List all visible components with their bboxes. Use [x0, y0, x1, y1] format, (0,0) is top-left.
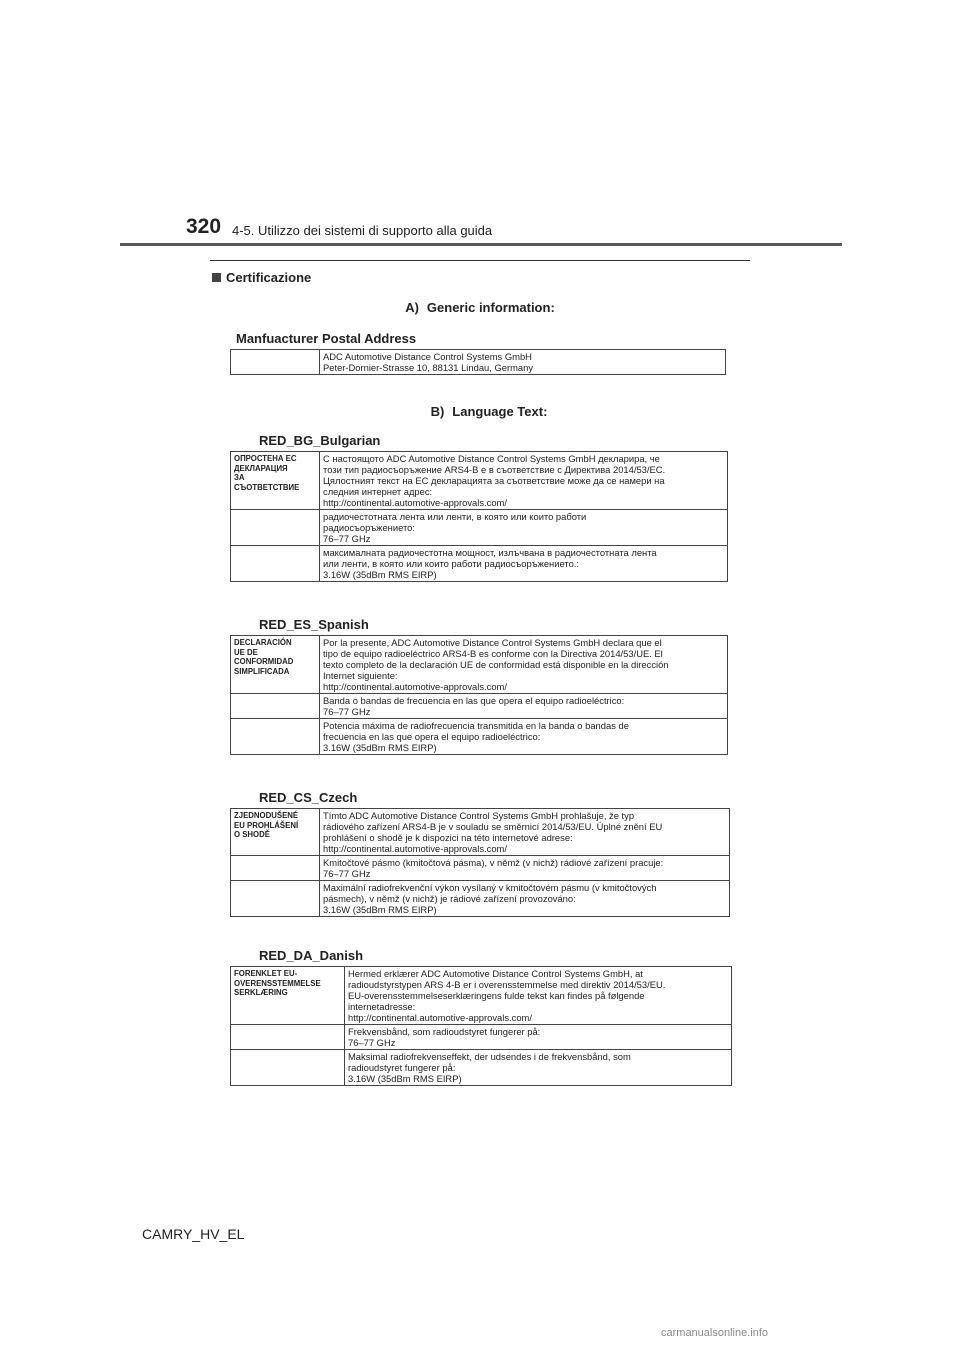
table-row — [231, 719, 728, 755]
cell-line: Banda o bandas de frecuencia en las que opera el equipo radioeléctrico: — [323, 695, 625, 706]
cell-line: http://continental.automotive-approvals.com/ — [323, 843, 507, 854]
label-line: O SHODĚ — [234, 830, 270, 839]
label-line: FORENKLET EU- — [234, 969, 298, 978]
table-cell — [320, 546, 728, 582]
language-text-heading — [0, 404, 960, 419]
watermark-text: carmanualsonline.info — [661, 1327, 769, 1339]
manufacturer-table — [230, 349, 726, 375]
label-line: DECLARACIÓN — [234, 638, 292, 647]
declaration-table-czech — [230, 808, 730, 917]
table-label-cell — [231, 967, 345, 1025]
table-label-cell — [231, 350, 320, 375]
cell-line: http://continental.automotive-approvals.com/ — [348, 1012, 532, 1023]
table-label-cell — [231, 636, 320, 694]
table-cell — [320, 719, 728, 755]
label-line: ДЕКЛАРАЦИЯ — [234, 463, 288, 473]
cell-line: prohlášení o shodě je k dispozici na této internetové adrese: — [323, 832, 573, 843]
cell-line: radioudstyrstypen ARS 4-B er i overensstemmelse med direktiv 2014/53/EU. — [348, 979, 666, 990]
cell-line: Maksimal radiofrekvenseffekt, der udsendes i de frekvensbånd, som — [348, 1051, 631, 1062]
table-cell — [320, 452, 728, 510]
label-line: OVERENSSTEMMELSE — [234, 978, 321, 988]
declaration-table-danish — [230, 966, 732, 1086]
page-number: 320 — [186, 215, 222, 238]
table-label-cell — [231, 1050, 345, 1086]
header-rule — [120, 243, 842, 246]
label-line: EU PROHLÁŠENÍ — [234, 820, 299, 830]
table-row — [231, 1050, 732, 1086]
cell-line: 76–77 GHz — [323, 868, 371, 879]
table-label-cell — [231, 1025, 345, 1050]
cell-line: 3.16W (35dBm RMS EIRP) — [323, 569, 437, 580]
cell-line: радиочестотната лента или ленти, в която или които работи — [323, 511, 587, 522]
table-label-cell — [231, 510, 320, 546]
label-line: ЗА — [234, 473, 245, 482]
cell-line: 76–77 GHz — [348, 1037, 396, 1048]
table-row — [231, 856, 730, 881]
declaration-table-bulgarian — [230, 451, 728, 582]
square-bullet-icon — [212, 273, 221, 282]
chapter-title: 4-5. Utilizzo dei sistemi di supporto alla guida — [232, 223, 493, 238]
manufacturer-heading: Manfuacturer Postal Address — [236, 331, 417, 346]
label-line: SIMPLIFICADA — [234, 666, 290, 676]
label-line: ZJEDNODUŠENÉ — [234, 811, 299, 820]
table-cell — [320, 809, 730, 856]
label-line: CONFORMIDAD — [234, 657, 294, 666]
label-line: SERKLÆRING — [234, 988, 288, 997]
table-row — [231, 510, 728, 546]
label-line: ОПРОСТЕНА ЕС — [234, 454, 297, 463]
table-cell — [320, 881, 730, 917]
cell-line: radioudstyret fungerer på: — [348, 1062, 456, 1073]
table-row — [231, 350, 726, 375]
cell-line: http://continental.automotive-approvals.com/ — [323, 497, 507, 508]
table-label-cell — [231, 719, 320, 755]
table-label-cell — [231, 694, 320, 719]
language-text-letter: B) — [430, 404, 445, 419]
section-heading — [212, 270, 311, 285]
section-heading-text: Certificazione — [226, 270, 312, 285]
table-cell — [320, 636, 728, 694]
generic-info-title: Generic information: — [426, 300, 555, 315]
cell-line: Tímto ADC Automotive Distance Control Systems GmbH prohlašuje, že typ — [323, 810, 635, 821]
table-cell — [320, 856, 730, 881]
cell-line: Kmitočtové pásmo (kmitočtová pásma), v němž (v nichž) rádiové zařízení pracuje: — [323, 857, 664, 868]
cell-line: Por la presente, ADC Automotive Distance Control Systems GmbH declara que el — [323, 637, 662, 648]
table-row — [231, 694, 728, 719]
table-label-cell — [231, 856, 320, 881]
table-label-cell — [231, 546, 320, 582]
table-cell — [320, 510, 728, 546]
declaration-table-spanish — [230, 635, 728, 755]
cell-line: EU-overensstemmelseserklæringens fulde tekst kan findes på følgende — [348, 990, 645, 1001]
cell-line: frecuencia en las que opera el equipo radioeléctrico: — [323, 731, 541, 742]
address-line: ADC Automotive Distance Control Systems GmbH — [323, 351, 532, 362]
cell-line: 3.16W (35dBm RMS EIRP) — [323, 904, 437, 915]
cell-line: 3.16W (35dBm RMS EIRP) — [323, 742, 437, 753]
table-label-cell — [231, 809, 320, 856]
cell-line: Internet siguiente: — [323, 670, 398, 681]
cell-line: 3.16W (35dBm RMS EIRP) — [348, 1073, 462, 1084]
table-cell — [320, 350, 726, 375]
cell-line: максималната радиочестотна мощност, излъчвана в радиочестотната лента — [323, 547, 657, 558]
address-line: Peter-Dornier-Strasse 10, 88131 Lindau, Germany — [323, 362, 534, 373]
generic-info-heading — [0, 300, 960, 315]
table-row — [231, 636, 728, 694]
table-row — [231, 546, 728, 582]
label-line: СЪОТВЕТСТВИЕ — [234, 482, 300, 492]
label-line: UE DE — [234, 647, 258, 657]
table-cell — [320, 694, 728, 719]
cell-line: 76–77 GHz — [323, 706, 371, 717]
table-cell — [345, 967, 732, 1025]
cell-line: следния интернет адрес: — [323, 486, 433, 497]
cell-line: texto completo de la declaración UE de conformidad está disponible en la dirección — [323, 659, 669, 670]
table-row — [231, 809, 730, 856]
table-row — [231, 881, 730, 917]
cell-line: Potencia máxima de radiofrecuencia transmitida en la banda o bandas de — [323, 720, 629, 731]
table-heading-bulgarian: RED_BG_Bulgarian — [259, 433, 381, 448]
cell-line: tipo de equipo radioeléctrico ARS4-B es conforme con la Directiva 2014/53/UE. El — [323, 648, 663, 659]
cell-line: радиосъоръжението: — [323, 522, 415, 533]
cell-line: или ленти, в която или които работи радиосъоръжението.: — [323, 558, 579, 569]
cell-line: този тип радиосъоръжение ARS4-B е в съответствие с Директива 2014/53/ЕС. — [323, 464, 666, 475]
table-row — [231, 452, 728, 510]
cell-line: http://continental.automotive-approvals.com/ — [323, 681, 507, 692]
cell-line: Maximální radiofrekvenční výkon vysílaný v kmitočtovém pásmu (v kmitočtových — [323, 882, 657, 893]
cell-line: pásmech), v němž (v nichž) je rádiové zařízení provozováno: — [323, 893, 576, 904]
cell-line: С настоящото ADC Automotive Distance Control Systems GmbH декларира, че — [323, 453, 660, 464]
table-label-cell — [231, 452, 320, 510]
section-rule — [210, 260, 750, 261]
cell-line: Hermed erklærer ADC Automotive Distance Control Systems GmbH, at — [348, 968, 643, 979]
cell-line: Цялостният текст на ЕС декларацията за съответствие може да се намери на — [323, 475, 665, 486]
footer-model-code: CAMRY_HV_EL — [142, 1226, 245, 1242]
table-heading-spanish: RED_ES_Spanish — [259, 617, 369, 632]
cell-line: internetadresse: — [348, 1001, 416, 1012]
table-heading-czech: RED_CS_Czech — [259, 790, 358, 805]
cell-line: rádiového zařízení ARS4-B je v souladu se směrnicí 2014/53/EU. Úplné znění EU — [323, 821, 663, 832]
table-cell — [345, 1025, 732, 1050]
table-heading-danish: RED_DA_Danish — [259, 948, 364, 963]
cell-line: 76–77 GHz — [323, 533, 371, 544]
table-cell — [345, 1050, 732, 1086]
language-text-title: Language Text: — [452, 404, 548, 419]
table-label-cell — [231, 881, 320, 917]
generic-info-letter: A) — [405, 300, 419, 315]
table-row — [231, 1025, 732, 1050]
table-row — [231, 967, 732, 1025]
cell-line: Frekvensbånd, som radioudstyret fungerer på: — [348, 1026, 541, 1037]
